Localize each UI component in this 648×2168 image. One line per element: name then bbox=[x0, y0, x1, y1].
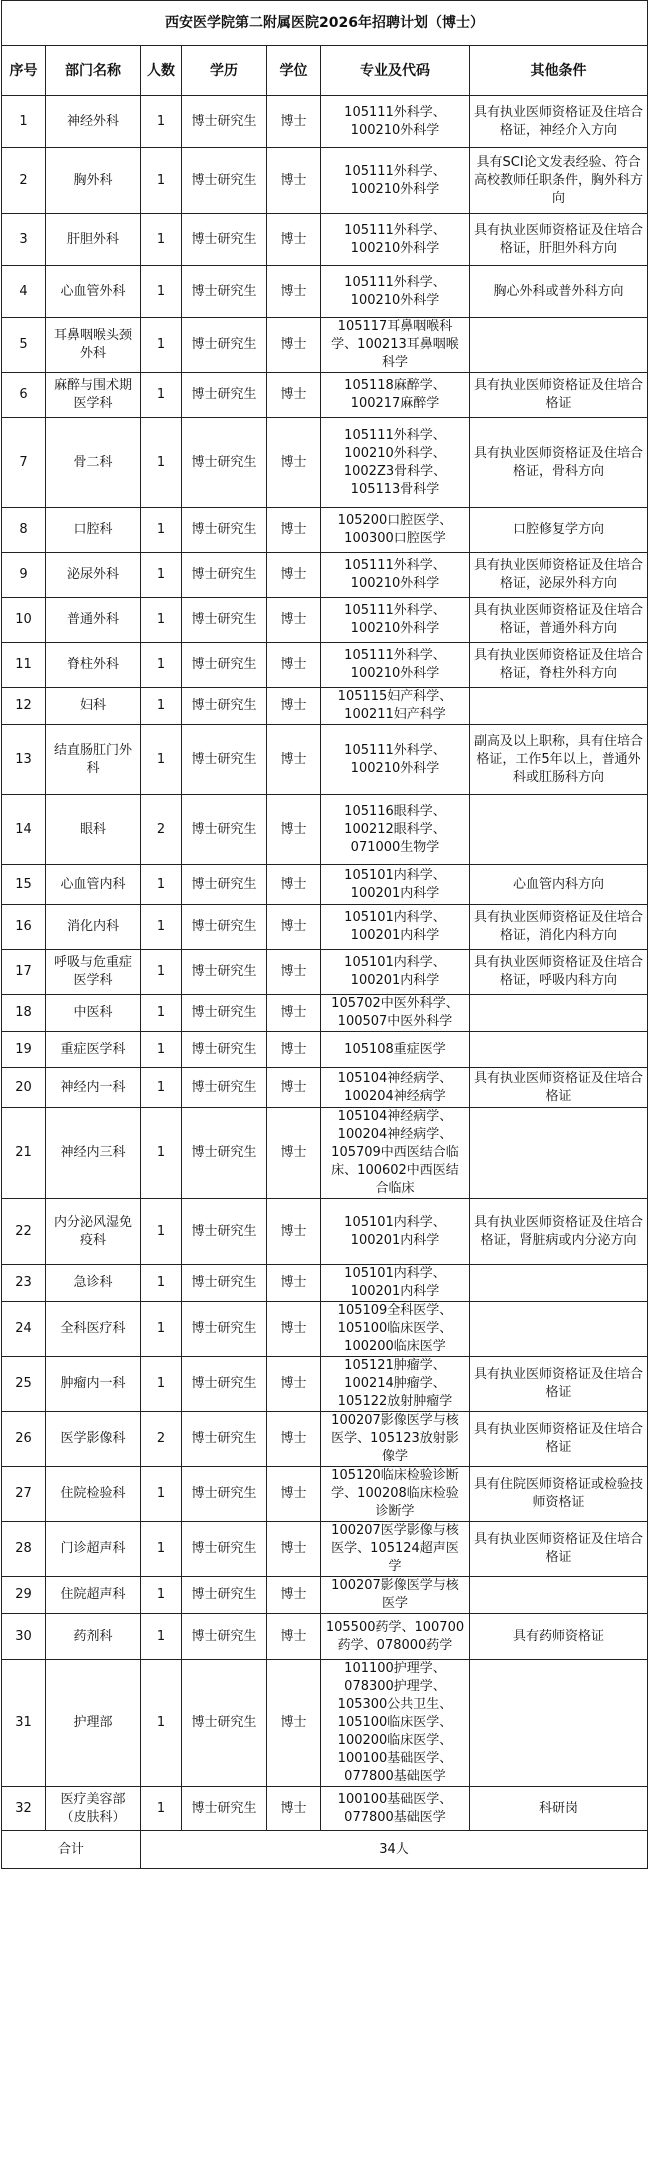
row-major: 105101内科学、 100201内科学 bbox=[321, 865, 470, 905]
recruitment-table bbox=[1, 0, 648, 1869]
row-education: 博士研究生 bbox=[182, 508, 267, 553]
row-no: 22 bbox=[2, 1199, 46, 1265]
row-major: 105111外科学、 100210外科学 bbox=[321, 725, 470, 795]
row-no: 11 bbox=[2, 643, 46, 688]
total-value: 34人 bbox=[141, 1831, 648, 1869]
row-no: 30 bbox=[2, 1614, 46, 1660]
table-row bbox=[2, 598, 648, 643]
table-row bbox=[2, 1467, 648, 1522]
row-conditions: 具有执业医师资格证及住培合格证，肾脏病或内分泌方向 bbox=[470, 1199, 648, 1265]
row-dept: 住院检验科 bbox=[46, 1467, 141, 1522]
row-conditions: 具有药师资格证 bbox=[470, 1614, 648, 1660]
row-no: 1 bbox=[2, 96, 46, 148]
row-degree: 博士 bbox=[267, 1577, 321, 1614]
table-row bbox=[2, 795, 648, 865]
row-count: 1 bbox=[141, 1265, 182, 1302]
row-count: 1 bbox=[141, 950, 182, 995]
row-count: 1 bbox=[141, 643, 182, 688]
row-dept: 脊柱外科 bbox=[46, 643, 141, 688]
row-no: 24 bbox=[2, 1302, 46, 1357]
row-degree: 博士 bbox=[267, 688, 321, 725]
row-degree: 博士 bbox=[267, 643, 321, 688]
row-education: 博士研究生 bbox=[182, 1577, 267, 1614]
table-row bbox=[2, 214, 648, 266]
row-degree: 博士 bbox=[267, 553, 321, 598]
row-education: 博士研究生 bbox=[182, 1787, 267, 1831]
row-major: 105111外科学、 100210外科学 bbox=[321, 266, 470, 318]
table-row bbox=[2, 553, 648, 598]
row-degree: 博士 bbox=[267, 1032, 321, 1068]
row-conditions: 具有执业医师资格证及住培合格证，普通外科方向 bbox=[470, 598, 648, 643]
row-no: 19 bbox=[2, 1032, 46, 1068]
row-major: 101100护理学、 078300护理学、 105300公共卫生、 105100临床医学、 100200临床医学、 100100基础医学、 077800基础医学 bbox=[321, 1660, 470, 1787]
row-dept: 门诊超声科 bbox=[46, 1522, 141, 1577]
row-major: 105200口腔医学、 100300口腔医学 bbox=[321, 508, 470, 553]
row-dept: 结直肠肛门外科 bbox=[46, 725, 141, 795]
table-row bbox=[2, 96, 648, 148]
row-conditions: 副高及以上职称，具有住培合格证，工作5年以上，普通外科或肛肠科方向 bbox=[470, 725, 648, 795]
row-no: 16 bbox=[2, 905, 46, 950]
table-row bbox=[2, 1265, 648, 1302]
row-degree: 博士 bbox=[267, 865, 321, 905]
row-dept: 眼科 bbox=[46, 795, 141, 865]
row-no: 25 bbox=[2, 1357, 46, 1412]
row-major: 105104神经病学、 100204神经病学、 105709中西医结合临床、100602中西医结合临床 bbox=[321, 1108, 470, 1199]
row-no: 10 bbox=[2, 598, 46, 643]
row-count: 1 bbox=[141, 1032, 182, 1068]
row-dept: 重症医学科 bbox=[46, 1032, 141, 1068]
row-no: 28 bbox=[2, 1522, 46, 1577]
row-dept: 心血管外科 bbox=[46, 266, 141, 318]
row-major: 105120临床检验诊断学、100208临床检验诊断学 bbox=[321, 1467, 470, 1522]
row-count: 1 bbox=[141, 418, 182, 508]
table-row bbox=[2, 1412, 648, 1467]
row-count: 1 bbox=[141, 1302, 182, 1357]
row-no: 27 bbox=[2, 1467, 46, 1522]
row-education: 博士研究生 bbox=[182, 950, 267, 995]
row-education: 博士研究生 bbox=[182, 1522, 267, 1577]
row-dept: 神经内一科 bbox=[46, 1068, 141, 1108]
row-count: 1 bbox=[141, 995, 182, 1032]
row-education: 博士研究生 bbox=[182, 1660, 267, 1787]
row-no: 9 bbox=[2, 553, 46, 598]
row-conditions: 胸心外科或普外科方向 bbox=[470, 266, 648, 318]
row-dept: 医疗美容部（皮肤科） bbox=[46, 1787, 141, 1831]
row-dept: 神经内三科 bbox=[46, 1108, 141, 1199]
row-no: 13 bbox=[2, 725, 46, 795]
row-dept: 药剂科 bbox=[46, 1614, 141, 1660]
row-no: 15 bbox=[2, 865, 46, 905]
row-conditions: 科研岗 bbox=[470, 1787, 648, 1831]
table-row bbox=[2, 725, 648, 795]
table-row bbox=[2, 1068, 648, 1108]
row-no: 31 bbox=[2, 1660, 46, 1787]
row-major: 105111外科学、 100210外科学 bbox=[321, 148, 470, 214]
row-no: 5 bbox=[2, 318, 46, 373]
row-major: 105108重症医学 bbox=[321, 1032, 470, 1068]
row-major: 105121肿瘤学、 100214肿瘤学、 105122放射肿瘤学 bbox=[321, 1357, 470, 1412]
table-row bbox=[2, 905, 648, 950]
row-no: 32 bbox=[2, 1787, 46, 1831]
row-degree: 博士 bbox=[267, 1660, 321, 1787]
row-count: 1 bbox=[141, 1787, 182, 1831]
header-count: 人数 bbox=[141, 46, 182, 96]
row-count: 1 bbox=[141, 1660, 182, 1787]
row-dept: 肝胆外科 bbox=[46, 214, 141, 266]
row-dept: 耳鼻咽喉头颈外科 bbox=[46, 318, 141, 373]
row-degree: 博士 bbox=[267, 148, 321, 214]
row-count: 1 bbox=[141, 1108, 182, 1199]
row-degree: 博士 bbox=[267, 1108, 321, 1199]
row-degree: 博士 bbox=[267, 950, 321, 995]
row-count: 1 bbox=[141, 1614, 182, 1660]
table-row bbox=[2, 1787, 648, 1831]
row-major: 100207影像医学与核医学 bbox=[321, 1577, 470, 1614]
row-dept: 呼吸与危重症医学科 bbox=[46, 950, 141, 995]
row-degree: 博士 bbox=[267, 1412, 321, 1467]
row-education: 博士研究生 bbox=[182, 1108, 267, 1199]
row-count: 1 bbox=[141, 1068, 182, 1108]
row-degree: 博士 bbox=[267, 1787, 321, 1831]
row-count: 1 bbox=[141, 725, 182, 795]
row-dept: 医学影像科 bbox=[46, 1412, 141, 1467]
row-count: 1 bbox=[141, 96, 182, 148]
row-conditions: 具有执业医师资格证及住培合格证 bbox=[470, 1357, 648, 1412]
table-row bbox=[2, 643, 648, 688]
row-count: 1 bbox=[141, 148, 182, 214]
row-education: 博士研究生 bbox=[182, 1467, 267, 1522]
row-education: 博士研究生 bbox=[182, 148, 267, 214]
row-degree: 博士 bbox=[267, 905, 321, 950]
row-count: 1 bbox=[141, 373, 182, 418]
row-conditions: 具有执业医师资格证及住培合格证 bbox=[470, 373, 648, 418]
row-no: 26 bbox=[2, 1412, 46, 1467]
row-degree: 博士 bbox=[267, 214, 321, 266]
row-count: 1 bbox=[141, 508, 182, 553]
row-no: 23 bbox=[2, 1265, 46, 1302]
row-education: 博士研究生 bbox=[182, 643, 267, 688]
row-education: 博士研究生 bbox=[182, 1265, 267, 1302]
row-education: 博士研究生 bbox=[182, 318, 267, 373]
table-row bbox=[2, 950, 648, 995]
table-row bbox=[2, 266, 648, 318]
row-education: 博士研究生 bbox=[182, 214, 267, 266]
row-count: 1 bbox=[141, 318, 182, 373]
row-no: 29 bbox=[2, 1577, 46, 1614]
row-dept: 神经外科 bbox=[46, 96, 141, 148]
row-major: 105104神经病学、 100204神经病学 bbox=[321, 1068, 470, 1108]
row-major: 105111外科学、 100210外科学 bbox=[321, 553, 470, 598]
row-count: 1 bbox=[141, 1467, 182, 1522]
row-major: 105702中医外科学、 100507中医外科学 bbox=[321, 995, 470, 1032]
table-title: 西安医学院第二附属医院2026年招聘计划（博士） bbox=[2, 1, 648, 46]
row-dept: 中医科 bbox=[46, 995, 141, 1032]
row-major: 105101内科学、 100201内科学 bbox=[321, 1265, 470, 1302]
header-row bbox=[2, 46, 648, 96]
row-education: 博士研究生 bbox=[182, 553, 267, 598]
table-row bbox=[2, 1577, 648, 1614]
row-degree: 博士 bbox=[267, 598, 321, 643]
row-conditions: 具有执业医师资格证及住培合格证，骨科方向 bbox=[470, 418, 648, 508]
row-degree: 博士 bbox=[267, 1199, 321, 1265]
row-education: 博士研究生 bbox=[182, 905, 267, 950]
row-dept: 妇科 bbox=[46, 688, 141, 725]
row-degree: 博士 bbox=[267, 418, 321, 508]
row-count: 1 bbox=[141, 905, 182, 950]
row-education: 博士研究生 bbox=[182, 96, 267, 148]
row-major: 100207医学影像与核医学、105124超声医学 bbox=[321, 1522, 470, 1577]
table-row bbox=[2, 688, 648, 725]
row-dept: 住院超声科 bbox=[46, 1577, 141, 1614]
row-major: 105109全科医学、 105100临床医学、 100200临床医学 bbox=[321, 1302, 470, 1357]
row-degree: 博士 bbox=[267, 508, 321, 553]
row-conditions: 具有SCI论文发表经验、符合高校教师任职条件，胸外科方向 bbox=[470, 148, 648, 214]
table-row bbox=[2, 1660, 648, 1787]
row-major: 105101内科学、 100201内科学 bbox=[321, 1199, 470, 1265]
row-dept: 骨二科 bbox=[46, 418, 141, 508]
row-major: 105118麻醉学、 100217麻醉学 bbox=[321, 373, 470, 418]
row-conditions: 具有执业医师资格证及住培合格证，肝胆外科方向 bbox=[470, 214, 648, 266]
row-no: 4 bbox=[2, 266, 46, 318]
row-count: 1 bbox=[141, 1357, 182, 1412]
row-degree: 博士 bbox=[267, 725, 321, 795]
row-degree: 博士 bbox=[267, 318, 321, 373]
header-education: 学历 bbox=[182, 46, 267, 96]
row-count: 1 bbox=[141, 214, 182, 266]
row-conditions: 具有住院医师资格证或检验技师资格证 bbox=[470, 1467, 648, 1522]
row-major: 105116眼科学、 100212眼科学、 071000生物学 bbox=[321, 795, 470, 865]
row-conditions: 具有执业医师资格证及住培合格证 bbox=[470, 1068, 648, 1108]
row-conditions: 口腔修复学方向 bbox=[470, 508, 648, 553]
row-major: 105111外科学、 100210外科学 bbox=[321, 96, 470, 148]
row-education: 博士研究生 bbox=[182, 995, 267, 1032]
row-degree: 博士 bbox=[267, 1614, 321, 1660]
row-degree: 博士 bbox=[267, 1068, 321, 1108]
row-degree: 博士 bbox=[267, 1357, 321, 1412]
table-row bbox=[2, 1302, 648, 1357]
row-conditions bbox=[470, 1577, 648, 1614]
row-education: 博士研究生 bbox=[182, 725, 267, 795]
table-row bbox=[2, 995, 648, 1032]
row-education: 博士研究生 bbox=[182, 1357, 267, 1412]
row-conditions: 具有执业医师资格证及住培合格证 bbox=[470, 1522, 648, 1577]
row-degree: 博士 bbox=[267, 266, 321, 318]
row-dept: 胸外科 bbox=[46, 148, 141, 214]
row-degree: 博士 bbox=[267, 1467, 321, 1522]
row-education: 博士研究生 bbox=[182, 1032, 267, 1068]
row-major: 105101内科学、 100201内科学 bbox=[321, 950, 470, 995]
row-dept: 普通外科 bbox=[46, 598, 141, 643]
row-education: 博士研究生 bbox=[182, 865, 267, 905]
row-count: 2 bbox=[141, 1412, 182, 1467]
row-degree: 博士 bbox=[267, 995, 321, 1032]
row-major: 105117耳鼻咽喉科学、100213耳鼻咽喉科学 bbox=[321, 318, 470, 373]
row-major: 105115妇产科学、 100211妇产科学 bbox=[321, 688, 470, 725]
row-count: 1 bbox=[141, 1522, 182, 1577]
row-no: 2 bbox=[2, 148, 46, 214]
row-conditions: 具有执业医师资格证及住培合格证 bbox=[470, 1412, 648, 1467]
header-conditions: 其他条件 bbox=[470, 46, 648, 96]
row-count: 2 bbox=[141, 795, 182, 865]
row-count: 1 bbox=[141, 865, 182, 905]
row-conditions: 具有执业医师资格证及住培合格证，脊柱外科方向 bbox=[470, 643, 648, 688]
row-dept: 泌尿外科 bbox=[46, 553, 141, 598]
row-no: 6 bbox=[2, 373, 46, 418]
row-education: 博士研究生 bbox=[182, 1199, 267, 1265]
table-row bbox=[2, 1522, 648, 1577]
row-count: 1 bbox=[141, 266, 182, 318]
total-row bbox=[2, 1831, 648, 1869]
row-no: 8 bbox=[2, 508, 46, 553]
row-dept: 麻醉与围术期医学科 bbox=[46, 373, 141, 418]
row-degree: 博士 bbox=[267, 373, 321, 418]
row-conditions: 具有执业医师资格证及住培合格证，呼吸内科方向 bbox=[470, 950, 648, 995]
row-conditions bbox=[470, 1108, 648, 1199]
row-education: 博士研究生 bbox=[182, 373, 267, 418]
row-dept: 急诊科 bbox=[46, 1265, 141, 1302]
table-row bbox=[2, 418, 648, 508]
row-dept: 肿瘤内一科 bbox=[46, 1357, 141, 1412]
row-dept: 护理部 bbox=[46, 1660, 141, 1787]
row-no: 17 bbox=[2, 950, 46, 995]
row-degree: 博士 bbox=[267, 96, 321, 148]
row-no: 21 bbox=[2, 1108, 46, 1199]
row-major: 105500药学、100700药学、078000药学 bbox=[321, 1614, 470, 1660]
row-major: 100100基础医学、 077800基础医学 bbox=[321, 1787, 470, 1831]
row-count: 1 bbox=[141, 598, 182, 643]
row-degree: 博士 bbox=[267, 1522, 321, 1577]
row-conditions bbox=[470, 1660, 648, 1787]
header-degree: 学位 bbox=[267, 46, 321, 96]
table-row bbox=[2, 1032, 648, 1068]
row-education: 博士研究生 bbox=[182, 1614, 267, 1660]
row-education: 博士研究生 bbox=[182, 1068, 267, 1108]
row-education: 博士研究生 bbox=[182, 1412, 267, 1467]
row-dept: 消化内科 bbox=[46, 905, 141, 950]
table-row bbox=[2, 318, 648, 373]
table-row bbox=[2, 1199, 648, 1265]
header-dept: 部门名称 bbox=[46, 46, 141, 96]
table-row bbox=[2, 373, 648, 418]
table-row bbox=[2, 1357, 648, 1412]
row-major: 105111外科学、 100210外科学 bbox=[321, 598, 470, 643]
row-conditions bbox=[470, 1302, 648, 1357]
row-no: 3 bbox=[2, 214, 46, 266]
row-major: 105101内科学、 100201内科学 bbox=[321, 905, 470, 950]
table-row bbox=[2, 1108, 648, 1199]
row-major: 105111外科学、 100210外科学、 1002Z3骨科学、 105113骨科学 bbox=[321, 418, 470, 508]
table-row bbox=[2, 148, 648, 214]
table-row bbox=[2, 508, 648, 553]
row-no: 7 bbox=[2, 418, 46, 508]
row-conditions bbox=[470, 1032, 648, 1068]
row-conditions: 具有执业医师资格证及住培合格证，泌尿外科方向 bbox=[470, 553, 648, 598]
row-conditions: 具有执业医师资格证及住培合格证，神经介入方向 bbox=[470, 96, 648, 148]
row-education: 博士研究生 bbox=[182, 795, 267, 865]
row-conditions bbox=[470, 318, 648, 373]
row-education: 博士研究生 bbox=[182, 1302, 267, 1357]
row-no: 18 bbox=[2, 995, 46, 1032]
row-dept: 内分泌风湿免疫科 bbox=[46, 1199, 141, 1265]
row-major: 105111外科学、 100210外科学 bbox=[321, 214, 470, 266]
row-count: 1 bbox=[141, 1577, 182, 1614]
row-major: 105111外科学、 100210外科学 bbox=[321, 643, 470, 688]
header-no: 序号 bbox=[2, 46, 46, 96]
row-conditions bbox=[470, 1265, 648, 1302]
row-no: 20 bbox=[2, 1068, 46, 1108]
row-conditions bbox=[470, 995, 648, 1032]
table-row bbox=[2, 1614, 648, 1660]
row-no: 12 bbox=[2, 688, 46, 725]
row-dept: 口腔科 bbox=[46, 508, 141, 553]
row-degree: 博士 bbox=[267, 795, 321, 865]
row-degree: 博士 bbox=[267, 1265, 321, 1302]
table-row bbox=[2, 865, 648, 905]
row-count: 1 bbox=[141, 1199, 182, 1265]
row-education: 博士研究生 bbox=[182, 418, 267, 508]
total-label: 合计 bbox=[2, 1831, 141, 1869]
row-degree: 博士 bbox=[267, 1302, 321, 1357]
table-body bbox=[2, 96, 648, 1831]
row-count: 1 bbox=[141, 688, 182, 725]
row-count: 1 bbox=[141, 553, 182, 598]
row-dept: 全科医疗科 bbox=[46, 1302, 141, 1357]
row-no: 14 bbox=[2, 795, 46, 865]
row-conditions bbox=[470, 688, 648, 725]
row-dept: 心血管内科 bbox=[46, 865, 141, 905]
header-major: 专业及代码 bbox=[321, 46, 470, 96]
row-conditions: 具有执业医师资格证及住培合格证，消化内科方向 bbox=[470, 905, 648, 950]
row-major: 100207影像医学与核医学、105123放射影像学 bbox=[321, 1412, 470, 1467]
row-education: 博士研究生 bbox=[182, 688, 267, 725]
row-education: 博士研究生 bbox=[182, 598, 267, 643]
row-conditions bbox=[470, 795, 648, 865]
row-education: 博士研究生 bbox=[182, 266, 267, 318]
row-conditions: 心血管内科方向 bbox=[470, 865, 648, 905]
